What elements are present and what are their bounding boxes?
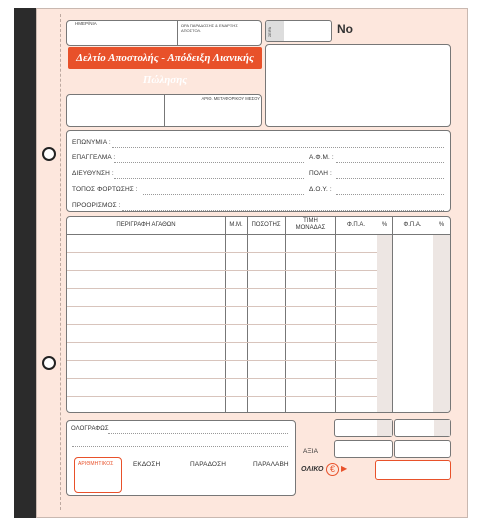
goods-table[interactable]: [66, 216, 451, 413]
table-row-line: [67, 342, 377, 343]
number-label: No: [337, 22, 353, 36]
perforation-line: [60, 14, 61, 510]
customer-details-box[interactable]: [66, 130, 451, 212]
col-divider-5: [392, 217, 393, 412]
table-row-line: [67, 288, 377, 289]
col-header-quantity: ΠΟΣΟΤΗΣ: [251, 222, 281, 228]
col-header-unit: Μ.Μ.: [229, 222, 243, 228]
table-row-line: [67, 306, 377, 307]
vehicle-label: ΑΡΙΘ. ΜΕΤΑΦΟΡΙΚΟΥ ΜΕΣΟΥ: [201, 96, 260, 101]
printer-fine-print: [38, 170, 58, 470]
issuer-details-box[interactable]: [265, 44, 451, 127]
table-row-line: [67, 396, 377, 397]
col-header-vat-1-percent: %: [381, 222, 388, 228]
col-divider-2: [247, 217, 248, 412]
delivered-signature-label: ΠΑΡΑΔΟΣΗ: [190, 461, 226, 468]
copy-label: ΑΡΙΘΜΗΤΙΚΟΣ: [78, 461, 114, 467]
col-header-vat-2-percent: %: [438, 222, 445, 228]
grand-total-field[interactable]: [375, 460, 451, 480]
euro-icon: €: [326, 463, 339, 476]
profession-label: ΕΠΑΓΓΕΛΜΑ :: [72, 154, 116, 161]
col-divider-4: [335, 217, 336, 412]
loading-place-line[interactable]: [143, 194, 304, 195]
date-time-divider: [177, 21, 178, 45]
table-row-line: [67, 360, 377, 361]
name-line[interactable]: [112, 147, 444, 148]
address-label: ΔΙΕΥΘΥΝΣΗ :: [72, 170, 114, 177]
binder-hole-top: [42, 147, 56, 161]
value-total-field-2[interactable]: [394, 440, 451, 458]
binding-spine: [14, 8, 36, 518]
table-row-line: [67, 252, 377, 253]
value-total-field-1[interactable]: [334, 440, 393, 458]
doy-line[interactable]: [336, 194, 444, 195]
col-divider-3: [285, 217, 286, 412]
address-line[interactable]: [114, 178, 304, 179]
city-label: ΠΟΛΗ :: [309, 170, 332, 177]
afm-label: Α.Φ.Μ. :: [309, 154, 334, 161]
table-row-line: [67, 324, 377, 325]
received-signature-label: ΠΑΡΑΛΑΒΗ: [253, 461, 289, 468]
total-label: ΟΛΙΚΟ: [301, 466, 324, 473]
col-header-vat-2: Φ.Π.Α.: [403, 222, 422, 228]
name-label: ΕΠΩΝΥΜΙΑ :: [72, 139, 111, 146]
series-label: ΣΕΙΡΑ: [268, 27, 272, 37]
transport-divider: [164, 95, 165, 126]
loading-place-label: ΤΟΠΟΣ ΦΟΡΤΩΣΗΣ :: [72, 186, 138, 193]
dispatch-time-label: ΩΡΑ ΠΑΡΑΔΟΣΗΣ & ΕΝΑΡΞΗΣ ΑΠΟΣΤΟΛ.: [181, 23, 238, 33]
value-label: ΑΞΙΑ: [303, 448, 319, 455]
city-line[interactable]: [336, 178, 444, 179]
in-words-label: ΟΛΟΓΡΑΦΩΣ: [71, 426, 109, 432]
issued-signature-label: ΕΚΔΟΣΗ: [133, 461, 161, 468]
table-row-line: [67, 378, 377, 379]
col-header-vat-1: Φ.Π.Α.: [346, 222, 366, 228]
table-row-line: [67, 270, 377, 271]
afm-line[interactable]: [336, 162, 444, 163]
col-header-unit-price: ΤΙΜΗ ΜΟΝΑΔΑΣ: [295, 218, 326, 231]
destination-line[interactable]: [122, 210, 444, 211]
col-divider-1: [225, 217, 226, 412]
vat1-percent-shade: [377, 235, 392, 412]
document-title: Δελτίο Αποστολής - Απόδειξη Λιανικής Πώλησης: [68, 47, 262, 69]
in-words-line-1[interactable]: [108, 433, 288, 434]
doy-label: Δ.Ο.Υ. :: [309, 186, 332, 193]
arrow-right-icon: ▶: [341, 464, 348, 473]
date-label: ΗΜΕΡ/ΝΙΑ: [75, 21, 97, 26]
vat1-total-shade: [377, 420, 392, 436]
in-words-line-2[interactable]: [72, 446, 288, 447]
vat2-percent-shade: [433, 235, 450, 412]
destination-label: ΠΡΟΟΡΙΣΜΟΣ :: [72, 202, 121, 209]
col-header-description: ΠΕΡΙΓΡΑΦΗ ΑΓΑΘΩΝ: [116, 222, 176, 228]
profession-line[interactable]: [114, 162, 304, 163]
vat2-total-shade: [434, 420, 450, 436]
